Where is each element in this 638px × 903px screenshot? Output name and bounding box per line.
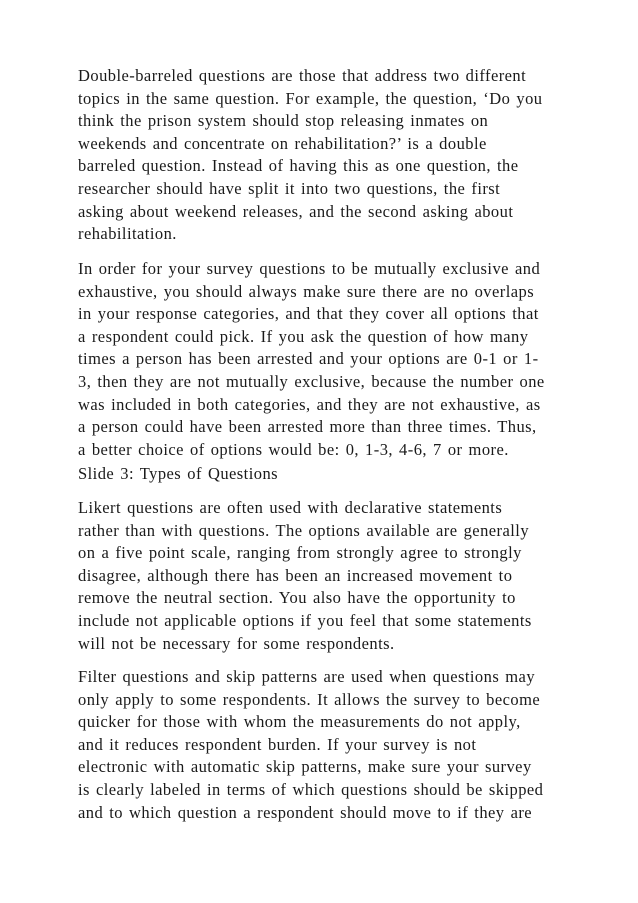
text-line: remove the neutral section. You also have the opportunity to (78, 588, 516, 608)
text-line: a better choice of options would be: 0, 1-3, 4-6, 7 or more. (78, 439, 509, 459)
text-line: asking about weekend releases, and the second asking about (78, 201, 514, 221)
text-line: rather than with questions. The options available are generally (78, 520, 530, 540)
text-line: exhaustive, you should always make sure there are no overlaps (78, 281, 535, 301)
text-line: disagree, although there has been an increased movement to (78, 565, 513, 585)
text-line: a respondent could pick. If you ask the question of how many (78, 326, 529, 346)
text-line: weekends and concentrate on rehabilitation?’ is a double (78, 133, 487, 153)
heading-text: Slide 3: Types of Questions (78, 464, 279, 483)
text-line: Filter questions and skip patterns are used when questions may (78, 667, 536, 686)
text-line: topics in the same question. For example, the question, ‘Do you (78, 88, 543, 108)
text-line: electronic with automatic skip patterns, make sure your survey (78, 757, 532, 777)
text-line: barreled question. Instead of having this as one question, the (78, 156, 519, 176)
section-heading (78, 463, 578, 486)
paragraph-double-barreled (78, 65, 578, 246)
text-line: researcher should have split it into two questions, the first (78, 178, 501, 198)
text-line: on a five point scale, ranging from strongly agree to strongly (78, 543, 522, 563)
paragraph-likert (78, 497, 578, 655)
paragraph-filter-questions (78, 666, 578, 824)
text-line: In order for your survey questions to be mutually exclusive and (78, 259, 541, 278)
text-line: and to which question a respondent should move to if they are (78, 802, 533, 822)
text-line: in your response categories, and that they cover all options that (78, 304, 539, 324)
text-line: times a person has been arrested and your options are 0-1 or 1- (78, 349, 539, 369)
text-line: and it reduces respondent burden. If your survey is not (78, 734, 477, 754)
text-line: a person could have been arrested more than three times. Thus, (78, 417, 537, 437)
text-line: only apply to some respondents. It allows the survey to become (78, 689, 541, 709)
text-line: quicker for those with whom the measurements do not apply, (78, 712, 521, 732)
text-line: think the prison system should stop releasing inmates on (78, 111, 489, 131)
text-line: include not applicable options if you feel that some statements (78, 610, 532, 630)
paragraph-mutually-exclusive (78, 258, 578, 461)
text-line: will not be necessary for some respondents. (78, 633, 395, 653)
text-line: 3, then they are not mutually exclusive, because the number one (78, 371, 545, 391)
text-line: Double-barreled questions are those that address two different (78, 66, 527, 85)
text-line: was included in both categories, and they are not exhaustive, as (78, 394, 541, 414)
text-line: Likert questions are often used with declarative statements (78, 498, 503, 517)
text-line: is clearly labeled in terms of which questions should be skipped (78, 779, 544, 799)
text-line: rehabilitation. (78, 224, 177, 244)
